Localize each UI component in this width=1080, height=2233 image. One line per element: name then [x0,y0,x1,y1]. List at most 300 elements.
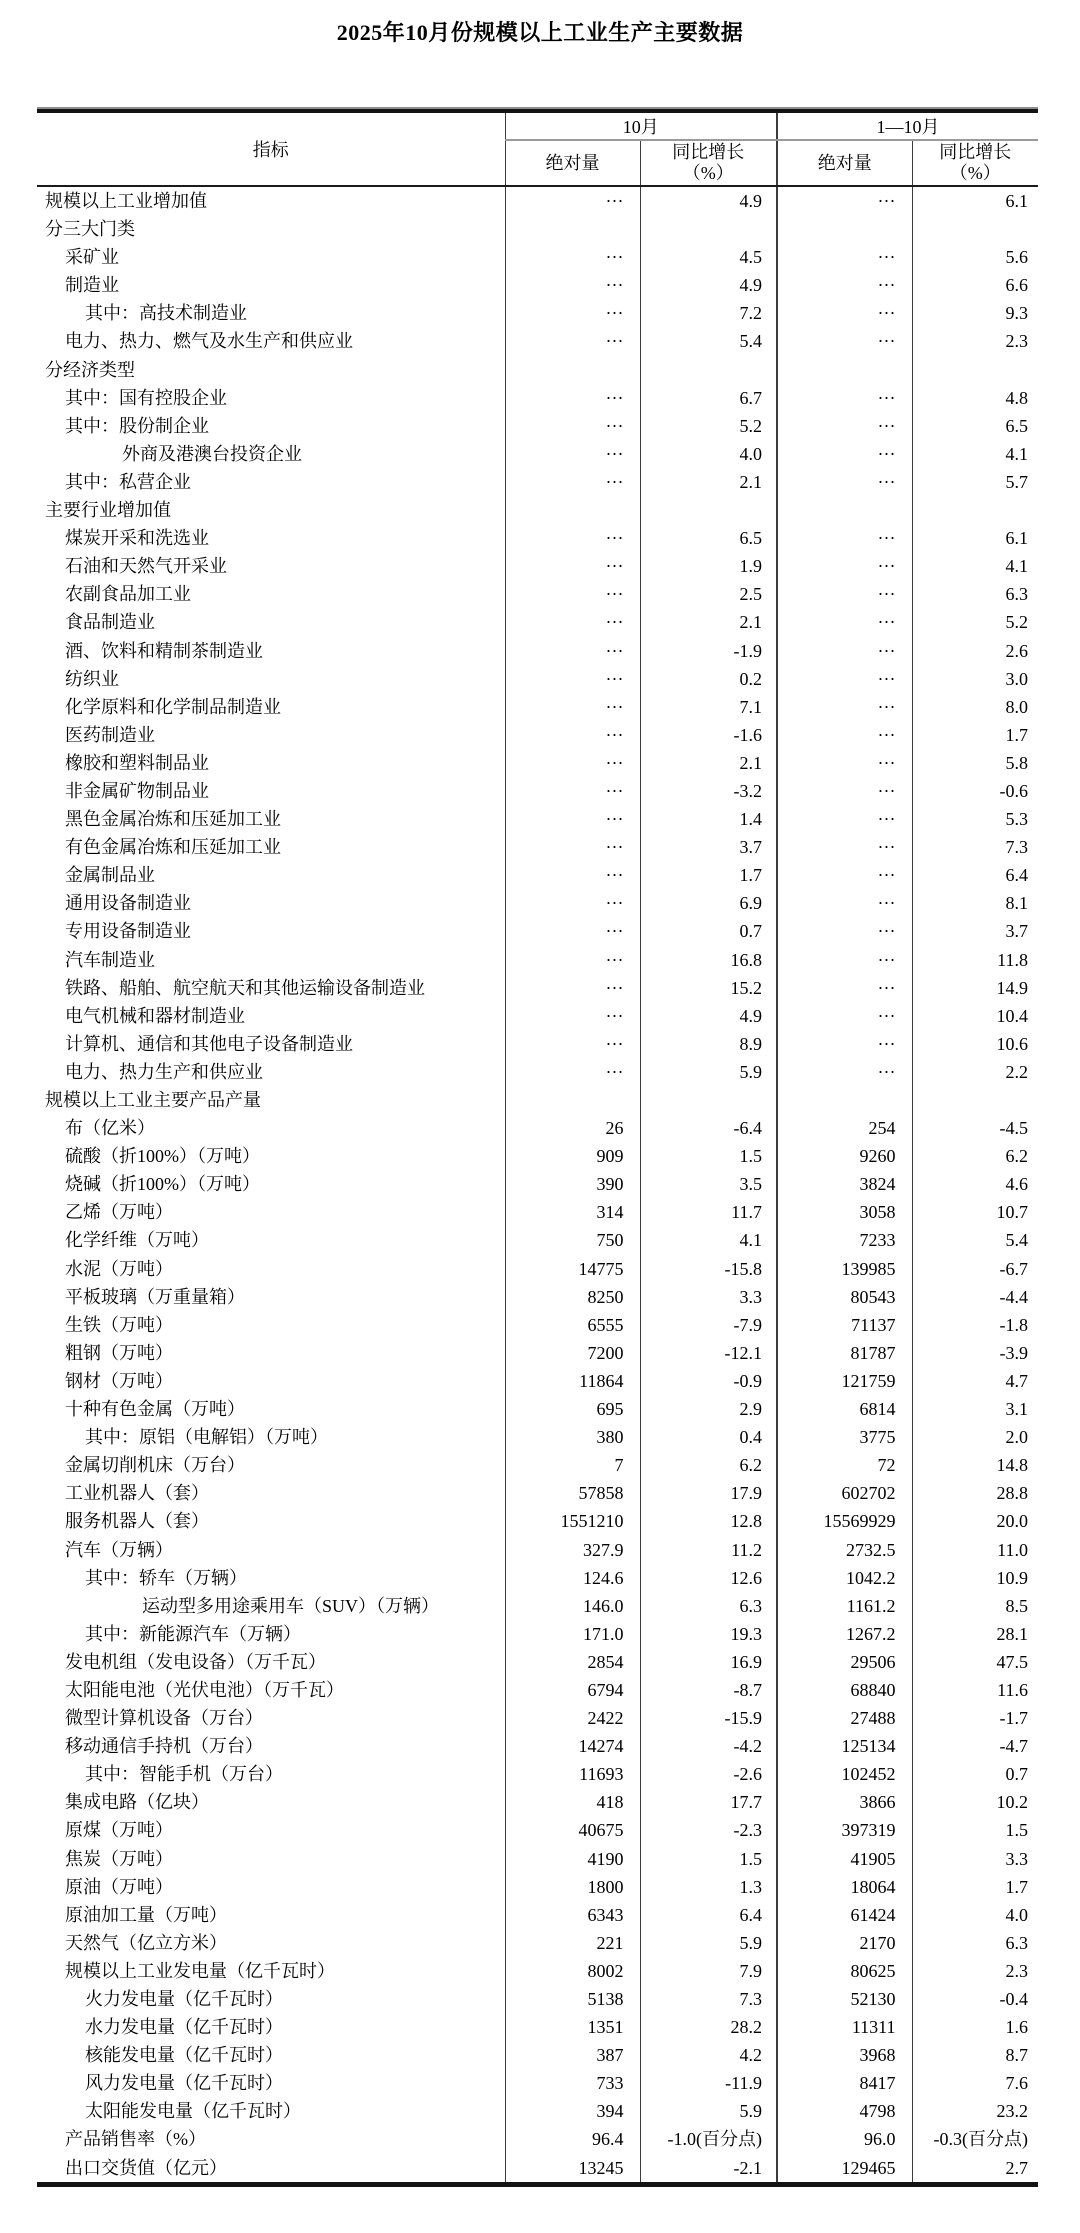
oct-yoy: 6.9 [640,889,777,917]
indicator-label: 太阳能电池（光伏电池）（万千瓦） [37,1676,505,1704]
indicator-label: 布（亿米） [37,1114,505,1142]
oct-absolute: ··· [505,552,640,580]
oct-yoy: 19.3 [640,1620,777,1648]
ytd-yoy: 2.3 [1005,1960,1028,1981]
oct-yoy: 6.4 [640,1901,777,1929]
ytd-yoy: 6.1 [1005,191,1028,211]
indicator-label: 铁路、船舶、航空航天和其他运输设备制造业 [37,974,505,1002]
oct-absolute [505,496,640,524]
ytd-absolute: ··· [777,805,912,833]
table-row [37,1929,1038,1957]
indicator-label: 规模以上工业增加值 [37,186,505,215]
indicator-label: 火力发电量（亿千瓦时） [37,1985,505,2013]
ytd-absolute: 1161.2 [777,1592,912,1620]
ytd-absolute: 96.0 [777,2125,912,2153]
oct-absolute: 909 [505,1142,640,1170]
page-title: 2025年10月份规模以上工业生产主要数据 [336,20,744,45]
ytd-absolute: ··· [777,327,912,355]
ytd-absolute: ··· [777,833,912,861]
ytd-yoy: -3.9 [999,1342,1028,1363]
indicator-label: 其中：智能手机（万台） [37,1760,505,1788]
indicator-label: 出口交货值（亿元） [37,2154,505,2182]
ytd-yoy [912,215,1038,243]
indicator-label: 粗钢（万吨） [37,1339,505,1367]
ytd-yoy: 5.2 [1005,612,1028,633]
oct-yoy: -11.9 [640,2069,777,2097]
oct-yoy: -2.6 [640,1760,777,1788]
ytd-absolute: ··· [777,693,912,721]
ytd-absolute: 3824 [777,1170,912,1198]
oct-yoy: 0.4 [640,1423,777,1451]
ytd-yoy: 1.5 [1005,1820,1028,1841]
ytd-absolute: ··· [777,917,912,945]
table-body [37,186,1038,2182]
header-ytd-yoy [912,140,1038,186]
oct-yoy: 11.7 [640,1198,777,1226]
oct-yoy: -2.3 [640,1816,777,1844]
table-row [37,271,1038,299]
ytd-yoy: 6.4 [1005,865,1028,886]
ytd-yoy: 14.8 [996,1455,1028,1476]
oct-yoy: 1.4 [640,805,777,833]
ytd-yoy: 1.7 [1005,1876,1028,1897]
industrial-production-table-region [37,107,1038,2187]
oct-absolute [505,1086,640,1114]
oct-yoy: 1.5 [640,1142,777,1170]
table-row [37,1873,1038,1901]
ytd-yoy: 8.7 [1005,2045,1028,2066]
ytd-yoy: 5.6 [1005,247,1028,268]
oct-absolute: ··· [505,524,640,552]
indicator-label: 非金属矿物制品业 [37,777,505,805]
oct-yoy: 0.2 [640,665,777,693]
oct-yoy: 1.5 [640,1845,777,1873]
ytd-absolute: ··· [777,552,912,580]
ytd-yoy: -0.6 [999,780,1028,801]
oct-yoy: 12.6 [640,1564,777,1592]
table-row [37,2097,1038,2125]
ytd-absolute: 52130 [777,1985,912,2013]
table-row [37,186,1038,215]
indicator-label: 金属切削机床（万台） [37,1451,505,1479]
oct-absolute: 733 [505,2069,640,2097]
oct-absolute: 394 [505,2097,640,2125]
ytd-yoy: 10.6 [996,1033,1028,1054]
oct-yoy: 4.1 [640,1226,777,1254]
ytd-yoy: 5.3 [1005,809,1028,830]
oct-yoy: 3.3 [640,1283,777,1311]
table-row [37,2069,1038,2097]
ytd-absolute: 1042.2 [777,1564,912,1592]
table-row [37,1086,1038,1114]
ytd-absolute: 102452 [777,1760,912,1788]
oct-absolute: ··· [505,777,640,805]
indicator-label: 服务机器人（套） [37,1507,505,1535]
oct-absolute: ··· [505,721,640,749]
indicator-label: 其中：私营企业 [37,468,505,496]
oct-yoy: 4.2 [640,2041,777,2069]
indicator-label: 生铁（万吨） [37,1311,505,1339]
oct-absolute: 40675 [505,1816,640,1844]
ytd-absolute: ··· [777,299,912,327]
indicator-label: 汽车（万辆） [37,1536,505,1564]
ytd-yoy: 3.1 [1005,1399,1028,1420]
oct-absolute: 221 [505,1929,640,1957]
oct-absolute: 6343 [505,1901,640,1929]
ytd-yoy: 23.2 [996,2101,1028,2122]
table-row [37,496,1038,524]
table-row [37,1198,1038,1226]
table-row [37,1788,1038,1816]
indicator-label: 有色金属冶炼和压延加工业 [37,833,505,861]
oct-yoy [640,496,777,524]
ytd-absolute: 254 [777,1114,912,1142]
ytd-absolute: 2170 [777,1929,912,1957]
table-row [37,1760,1038,1788]
header-ytd-yoy-line1: 同比增长 [939,142,1012,162]
oct-yoy: 6.2 [640,1451,777,1479]
ytd-absolute: ··· [777,243,912,271]
indicator-label: 电力、热力生产和供应业 [37,1058,505,1086]
table-row [37,356,1038,384]
ytd-yoy: 0.7 [1005,1764,1028,1785]
ytd-absolute: 29506 [777,1648,912,1676]
oct-absolute: ··· [505,384,640,412]
ytd-yoy: 5.4 [1005,1230,1028,1251]
table-row [37,749,1038,777]
ytd-yoy: 8.0 [1005,696,1028,717]
ytd-yoy: 4.6 [1005,1174,1028,1195]
oct-yoy: 5.9 [640,2097,777,2125]
ytd-yoy: 10.7 [996,1202,1028,1223]
oct-yoy: 11.2 [640,1536,777,1564]
ytd-yoy: -0.3(百分点) [933,2129,1028,2150]
indicator-label: 天然气（亿立方米） [37,1929,505,1957]
oct-absolute: ··· [505,749,640,777]
ytd-yoy: 11.6 [997,1679,1028,1700]
oct-yoy: -4.2 [640,1732,777,1760]
ytd-yoy: 11.8 [997,949,1028,970]
oct-absolute: 390 [505,1170,640,1198]
table-row [37,1564,1038,1592]
header-group-row [37,113,1038,140]
table-row [37,1845,1038,1873]
indicator-label: 制造业 [37,271,505,299]
ytd-yoy: 2.0 [1005,1427,1028,1448]
oct-yoy: 7.1 [640,693,777,721]
indicator-label: 化学原料和化学制品制造业 [37,693,505,721]
ytd-absolute: 7233 [777,1226,912,1254]
header-oct-yoy-line1: 同比增长 [672,142,745,162]
indicator-label: 原油加工量（万吨） [37,1901,505,1929]
ytd-absolute: 4798 [777,2097,912,2125]
table-row [37,1170,1038,1198]
indicator-label: 产品销售率（%） [37,2125,505,2153]
ytd-yoy: 2.7 [1005,2157,1028,2178]
table-row [37,440,1038,468]
table-row [37,917,1038,945]
ytd-yoy: 2.6 [1005,640,1028,661]
table-row [37,2041,1038,2069]
industrial-production-table [37,113,1038,2182]
table-row [37,1283,1038,1311]
oct-absolute: 11693 [505,1760,640,1788]
ytd-absolute: ··· [777,440,912,468]
ytd-absolute: 3058 [777,1198,912,1226]
oct-yoy: 4.9 [640,186,777,215]
table-bottom-rule [37,2182,1038,2187]
header-oct-absolute: 绝对量 [505,140,640,186]
indicator-label: 原煤（万吨） [37,1816,505,1844]
oct-absolute: 1551210 [505,1507,640,1535]
ytd-absolute: 9260 [777,1142,912,1170]
oct-yoy: 7.2 [640,299,777,327]
oct-yoy: -2.1 [640,2154,777,2182]
table-row [37,693,1038,721]
oct-yoy: 2.1 [640,468,777,496]
oct-absolute [505,215,640,243]
indicator-label: 十种有色金属（万吨） [37,1395,505,1423]
ytd-absolute: ··· [777,271,912,299]
indicator-label: 分经济类型 [37,356,505,384]
ytd-absolute [777,1086,912,1114]
indicator-label: 水力发电量（亿千瓦时） [37,2013,505,2041]
oct-absolute: 695 [505,1395,640,1423]
table-row [37,1142,1038,1170]
indicator-label: 煤炭开采和洗选业 [37,524,505,552]
oct-yoy: -0.9 [640,1367,777,1395]
oct-absolute: 14274 [505,1732,640,1760]
oct-absolute: 6555 [505,1311,640,1339]
table-row [37,1704,1038,1732]
indicator-label: 农副食品加工业 [37,580,505,608]
header-october: 10月 [505,113,777,140]
oct-yoy [640,1086,777,1114]
ytd-yoy: 11.0 [997,1539,1028,1560]
oct-yoy: 2.9 [640,1395,777,1423]
indicator-label: 黑色金属冶炼和压延加工业 [37,805,505,833]
table-row [37,1114,1038,1142]
table-row [37,1957,1038,1985]
oct-yoy: 2.5 [640,580,777,608]
ytd-absolute: 27488 [777,1704,912,1732]
indicator-label: 焦炭（万吨） [37,1845,505,1873]
indicator-label: 集成电路（亿块） [37,1788,505,1816]
ytd-yoy: 6.5 [1005,415,1028,436]
table-row [37,1648,1038,1676]
oct-yoy: 5.9 [640,1058,777,1086]
table-row [37,1479,1038,1507]
indicator-label: 医药制造业 [37,721,505,749]
oct-yoy: 1.9 [640,552,777,580]
ytd-yoy: 6.3 [1005,584,1028,605]
ytd-yoy: -4.7 [999,1736,1028,1757]
header-oct-yoy [640,140,777,186]
oct-yoy: -1.0(百分点) [640,2125,777,2153]
ytd-yoy [912,1086,1038,1114]
oct-absolute: 314 [505,1198,640,1226]
table-row [37,552,1038,580]
ytd-yoy: 6.6 [1005,275,1028,296]
oct-absolute: 1800 [505,1873,640,1901]
ytd-absolute: ··· [777,889,912,917]
indicator-label: 烧碱（折100%）（万吨） [37,1170,505,1198]
oct-yoy: 7.3 [640,1985,777,2013]
oct-absolute: 2854 [505,1648,640,1676]
table-row [37,1255,1038,1283]
oct-absolute: ··· [505,889,640,917]
oct-absolute: 380 [505,1423,640,1451]
header-oct-yoy-line2: （%） [682,163,734,183]
oct-yoy: -8.7 [640,1676,777,1704]
ytd-absolute: ··· [777,974,912,1002]
oct-absolute: ··· [505,299,640,327]
oct-absolute: ··· [505,271,640,299]
oct-absolute: ··· [505,833,640,861]
table-row [37,1226,1038,1254]
oct-yoy: 4.0 [640,440,777,468]
ytd-yoy: 3.7 [1005,921,1028,942]
indicator-label: 主要行业增加值 [37,496,505,524]
ytd-absolute: 2732.5 [777,1536,912,1564]
ytd-absolute: 397319 [777,1816,912,1844]
oct-absolute: 11864 [505,1367,640,1395]
oct-absolute: 8250 [505,1283,640,1311]
oct-yoy: 2.1 [640,749,777,777]
ytd-yoy: 4.7 [1005,1370,1028,1391]
ytd-yoy: 6.2 [1005,1146,1028,1167]
table-row [37,1423,1038,1451]
table-row [37,1732,1038,1760]
oct-absolute: 387 [505,2041,640,2069]
oct-yoy: 7.9 [640,1957,777,1985]
ytd-absolute: 3775 [777,1423,912,1451]
indicator-label: 平板玻璃（万重量箱） [37,1283,505,1311]
table-row [37,1507,1038,1535]
ytd-absolute: 81787 [777,1339,912,1367]
table-row [37,889,1038,917]
oct-absolute: ··· [505,580,640,608]
oct-absolute: 124.6 [505,1564,640,1592]
table-row [37,1030,1038,1058]
indicator-label: 金属制品业 [37,861,505,889]
indicator-label: 电气机械和器材制造业 [37,1002,505,1030]
ytd-absolute: ··· [777,468,912,496]
indicator-label: 橡胶和塑料制品业 [37,749,505,777]
oct-yoy: 15.2 [640,974,777,1002]
ytd-absolute: 8417 [777,2069,912,2097]
ytd-absolute: 68840 [777,1676,912,1704]
table-row [37,2013,1038,2041]
oct-yoy: -15.9 [640,1704,777,1732]
oct-yoy: 16.9 [640,1648,777,1676]
oct-yoy: 5.4 [640,327,777,355]
oct-absolute: ··· [505,917,640,945]
oct-yoy: 0.7 [640,917,777,945]
indicator-label: 其中：轿车（万辆） [37,1564,505,1592]
ytd-absolute: ··· [777,946,912,974]
ytd-yoy: 8.5 [1005,1595,1028,1616]
oct-yoy [640,215,777,243]
ytd-yoy: 7.3 [1005,837,1028,858]
indicator-label: 运动型多用途乘用车（SUV）（万辆） [37,1592,505,1620]
table-row [37,1311,1038,1339]
indicator-label: 酒、饮料和精制茶制造业 [37,637,505,665]
ytd-absolute: ··· [777,1058,912,1086]
table-row [37,777,1038,805]
ytd-absolute: ··· [777,861,912,889]
ytd-yoy: 2.2 [1005,1061,1028,1082]
indicator-label: 其中：股份制企业 [37,412,505,440]
oct-absolute: ··· [505,608,640,636]
header-ytd-absolute: 绝对量 [777,140,912,186]
table-row [37,861,1038,889]
oct-absolute: ··· [505,468,640,496]
oct-absolute: ··· [505,861,640,889]
indicator-label: 外商及港澳台投资企业 [37,440,505,468]
indicator-label: 工业机器人（套） [37,1479,505,1507]
ytd-absolute: 18064 [777,1873,912,1901]
ytd-absolute: ··· [777,637,912,665]
table-row [37,412,1038,440]
oct-yoy: 2.1 [640,608,777,636]
ytd-yoy: 4.8 [1005,387,1028,408]
ytd-yoy: 5.8 [1005,752,1028,773]
ytd-absolute: 602702 [777,1479,912,1507]
ytd-absolute: ··· [777,580,912,608]
oct-yoy: 16.8 [640,946,777,974]
ytd-absolute: ··· [777,721,912,749]
ytd-absolute: 129465 [777,2154,912,2182]
indicator-label: 规模以上工业主要产品产量 [37,1086,505,1114]
ytd-absolute: 1267.2 [777,1620,912,1648]
oct-absolute: 171.0 [505,1620,640,1648]
indicator-label: 其中：新能源汽车（万辆） [37,1620,505,1648]
ytd-absolute [777,356,912,384]
ytd-yoy: -6.7 [999,1258,1028,1279]
ytd-absolute: 139985 [777,1255,912,1283]
indicator-label: 分三大门类 [37,215,505,243]
oct-absolute: ··· [505,1030,640,1058]
oct-absolute: 26 [505,1114,640,1142]
table-row [37,946,1038,974]
oct-absolute: ··· [505,440,640,468]
table-row [37,580,1038,608]
ytd-yoy: 20.0 [996,1511,1028,1532]
table-row [37,524,1038,552]
oct-absolute [505,356,640,384]
ytd-yoy: -1.7 [999,1708,1028,1729]
oct-absolute: 418 [505,1788,640,1816]
ytd-absolute: ··· [777,665,912,693]
oct-yoy: -15.8 [640,1255,777,1283]
oct-yoy: -1.6 [640,721,777,749]
table-row [37,1985,1038,2013]
indicator-label: 移动通信手持机（万台） [37,1732,505,1760]
indicator-label: 化学纤维（万吨） [37,1226,505,1254]
ytd-yoy: 47.5 [996,1651,1028,1672]
oct-absolute: 7 [505,1451,640,1479]
oct-absolute: 146.0 [505,1592,640,1620]
header-indicator: 指标 [37,113,505,186]
table-row [37,1367,1038,1395]
table-row [37,1002,1038,1030]
indicator-label: 原油（万吨） [37,1873,505,1901]
oct-yoy: 6.7 [640,384,777,412]
table-row [37,215,1038,243]
table-row [37,1451,1038,1479]
indicator-label: 微型计算机设备（万台） [37,1704,505,1732]
